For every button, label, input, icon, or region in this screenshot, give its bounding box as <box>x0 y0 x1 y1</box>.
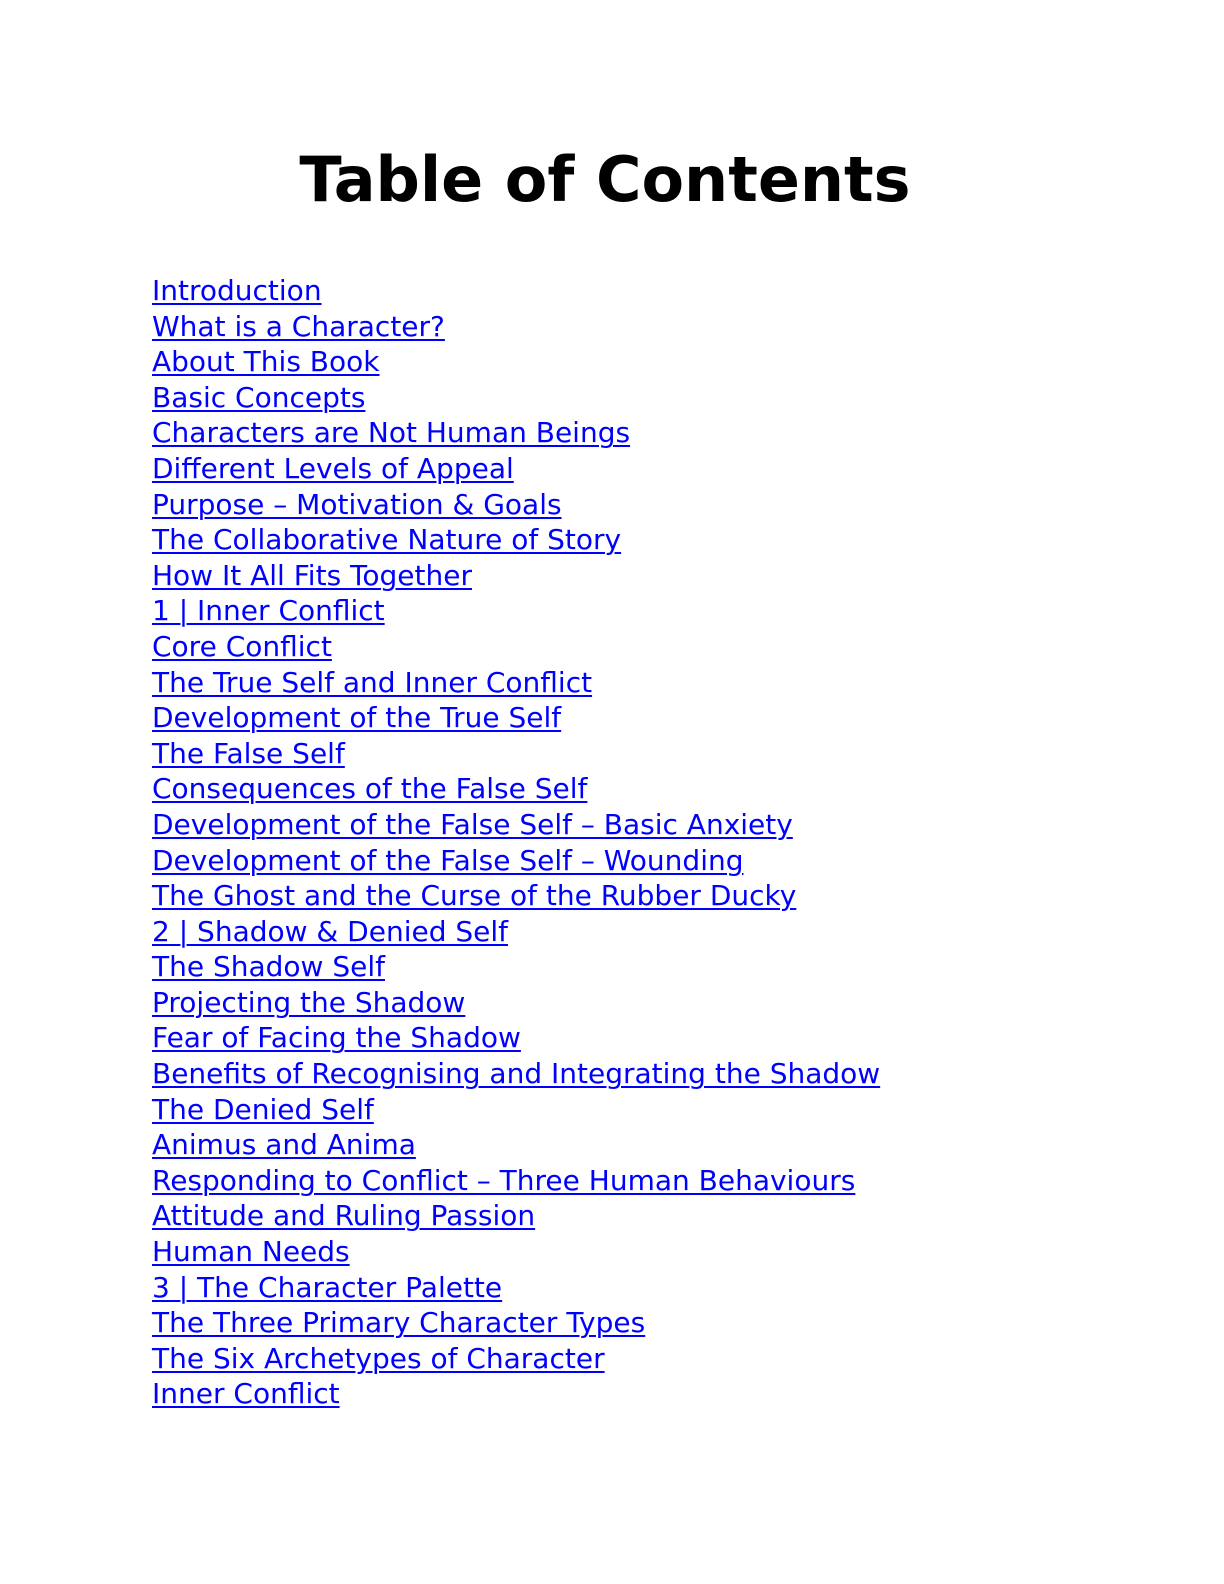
toc-item <box>152 700 880 736</box>
toc-link[interactable]: Inner Conflict <box>152 1377 340 1411</box>
toc-item <box>152 344 880 380</box>
toc-item <box>152 985 880 1021</box>
toc-link[interactable]: Introduction <box>152 274 322 307</box>
toc-item <box>152 558 880 594</box>
toc-link[interactable]: Development of the True Self <box>152 701 562 735</box>
toc-item <box>152 522 880 558</box>
toc-link[interactable]: The True Self and Inner Conflict <box>152 665 593 699</box>
toc-link[interactable]: Different Levels of Appeal <box>152 451 514 485</box>
toc-link[interactable]: The Collaborative Nature of Story <box>152 523 622 557</box>
toc-item <box>152 1127 880 1163</box>
toc-item <box>152 736 880 772</box>
toc-link[interactable]: About This Book <box>152 345 380 379</box>
toc-link[interactable]: The Three Primary Character Types <box>152 1306 646 1340</box>
toc-link[interactable]: 2 | Shadow & Denied Self <box>152 914 509 948</box>
toc-item <box>152 415 880 451</box>
toc-item <box>152 1376 880 1412</box>
toc-item <box>152 629 880 665</box>
toc-link[interactable]: Development of the False Self – Basic Anxiety <box>152 807 793 841</box>
toc-item <box>152 1341 880 1377</box>
toc-item <box>152 1092 880 1128</box>
toc-item <box>152 1270 880 1306</box>
toc-link[interactable]: Fear of Facing the Shadow <box>152 1021 521 1055</box>
toc-item <box>152 380 880 416</box>
toc-link[interactable]: How It All Fits Together <box>152 558 472 592</box>
toc-item <box>152 451 880 487</box>
toc-item <box>152 273 880 309</box>
toc-item <box>152 771 880 807</box>
toc-link[interactable]: Animus and Anima <box>152 1128 416 1162</box>
toc-item <box>152 914 880 950</box>
toc-link[interactable]: The Ghost and the Curse of the Rubber Ducky <box>152 879 797 913</box>
toc-link[interactable]: Human Needs <box>152 1235 350 1269</box>
toc-item <box>152 843 880 879</box>
toc-item <box>152 1234 880 1270</box>
toc-link[interactable]: What is a Character? <box>152 309 445 343</box>
toc-link[interactable]: The Denied Self <box>152 1092 374 1126</box>
toc-item <box>152 807 880 843</box>
page-title: Table of Contents <box>299 143 911 216</box>
toc-list <box>152 273 880 1412</box>
toc-link[interactable]: Characters are Not Human Beings <box>152 416 631 450</box>
toc-item <box>152 309 880 345</box>
toc-link[interactable]: Attitude and Ruling Passion <box>152 1199 536 1233</box>
toc-item <box>152 949 880 985</box>
toc-link[interactable]: Core Conflict <box>152 629 332 663</box>
toc-item <box>152 1056 880 1092</box>
toc-link[interactable]: 3 | The Character Palette <box>152 1270 503 1304</box>
toc-link[interactable]: Projecting the Shadow <box>152 985 466 1019</box>
toc-item <box>152 1305 880 1341</box>
toc-item <box>152 593 880 629</box>
toc-item <box>152 1163 880 1199</box>
toc-item <box>152 487 880 523</box>
toc-item <box>152 878 880 914</box>
toc-link[interactable]: 1 | Inner Conflict <box>152 594 385 628</box>
toc-link[interactable]: Purpose – Motivation & Goals <box>152 487 562 521</box>
toc-link[interactable]: Consequences of the False Self <box>152 772 588 806</box>
toc-link[interactable]: The Six Archetypes of Character <box>152 1341 605 1375</box>
toc-link[interactable]: Benefits of Recognising and Integrating the Shadow <box>152 1057 881 1091</box>
toc-link[interactable]: Basic Concepts <box>152 380 366 414</box>
toc-item <box>152 665 880 701</box>
toc-link[interactable]: Responding to Conflict – Three Human Behaviours <box>152 1163 856 1197</box>
toc-item <box>152 1020 880 1056</box>
toc-link[interactable]: Development of the False Self – Wounding <box>152 843 744 877</box>
toc-link[interactable]: The Shadow Self <box>152 950 385 984</box>
toc-link[interactable]: The False Self <box>152 736 345 770</box>
toc-item <box>152 1198 880 1234</box>
